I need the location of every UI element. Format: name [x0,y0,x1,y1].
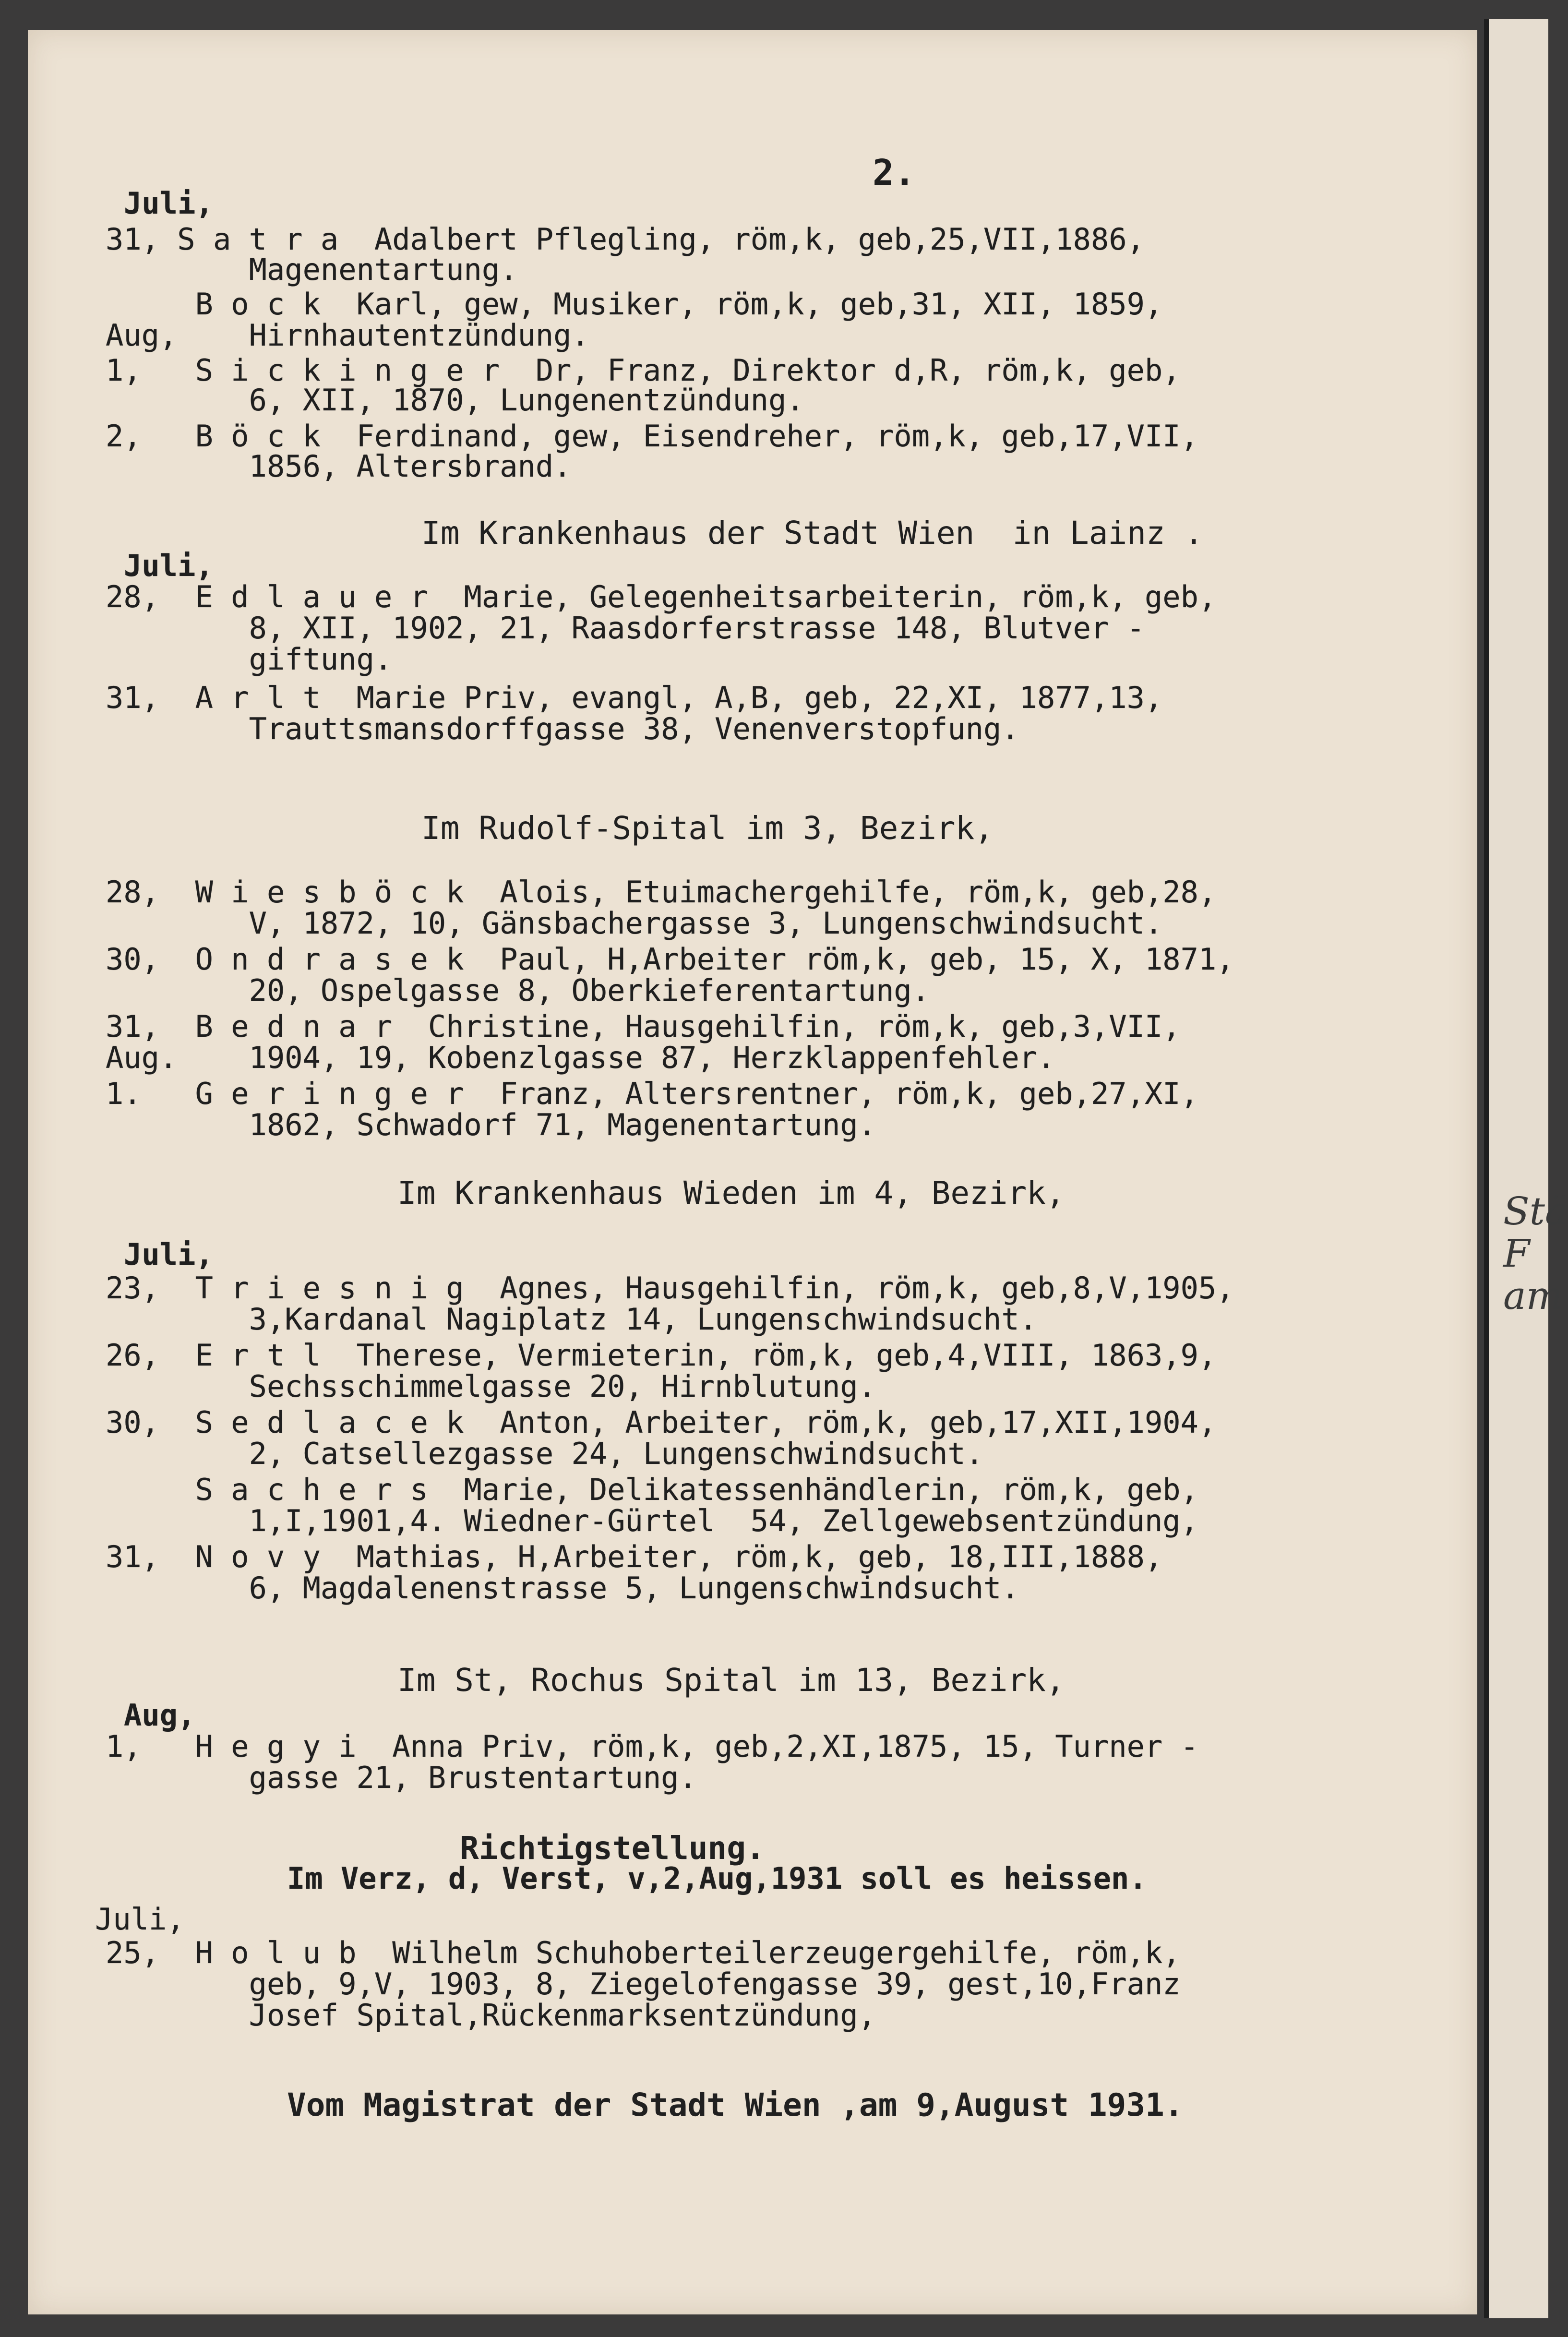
entry-line: 31, N o v y Mathias, H,Arbeiter, röm,k, geb, 18,III,1888, [106,1539,1163,1574]
section-heading: Im Krankenhaus der Stadt Wien in Lainz . [421,515,1204,551]
entry-line: 26, E r t l Therese, Vermieterin, röm,k, geb,4,VIII, 1863,9, [106,1338,1217,1373]
entry-line: 25, H o l u b Wilhelm Schuhoberteilerzeugergehilfe, röm,k, [106,1935,1181,1970]
entry-line: 31, S a t r a Adalbert Pflegling, röm,k, geb,25,VII,1886, [106,222,1145,257]
section-heading: Im Krankenhaus Wieden im 4, Bezirk, [397,1174,1065,1211]
entry-line: 31, B e d n a r Christine, Hausgehilfin, röm,k, geb,3,VII, [106,1009,1181,1044]
entry-line: Aug. 1904, 19, Kobenzlgasse 87, Herzklappenfehler. [106,1040,1055,1075]
entry-line: 6, XII, 1870, Lungenentzündung. [106,383,804,418]
entry-line: V, 1872, 10, Gänsbachergasse 3, Lungenschwindsucht. [106,906,1163,941]
entry-line: B o c k Karl, gew, Musiker, röm,k, geb,31, XII, 1859, [106,287,1163,322]
correction-note: Im Verz, d, Verst, v,2,Aug,1931 soll es heissen. [287,1861,1147,1896]
closing-line: Vom Magistrat der Stadt Wien ,am 9,August 1931. [287,2086,1184,2123]
month-label: Juli, [95,1902,185,1937]
entry-line: 6, Magdalenenstrasse 5, Lungenschwindsucht. [106,1570,1019,1606]
entry-line: Trauttsmansdorffgasse 38, Venenverstopfung. [106,711,1019,746]
entry-line: 30, O n d r a s e k Paul, H,Arbeiter röm,k, geb, 15, X, 1871, [106,942,1234,977]
entry-line: 2, Catsellezgasse 24, Lungenschwindsucht. [106,1436,984,1471]
entry-line: 2, B ö c k Ferdinand, gew, Eisendreher, röm,k, geb,17,VII, [106,419,1198,454]
entry-line: Aug, Hirnhautentzündung. [106,318,589,353]
entry-line: 30, S e d l a c e k Anton, Arbeiter, röm,k, geb,17,XII,1904, [106,1405,1217,1440]
entry-line: 1862, Schwadorf 71, Magenentartung. [106,1107,876,1142]
entry-line: geb, 9,V, 1903, 8, Ziegelofengasse 39, gest,10,Franz [106,1966,1181,2001]
entry-line: 28, W i e s b ö c k Alois, Etuimachergehilfe, röm,k, geb,28, [106,875,1217,910]
entry-line: S a c h e r s Marie, Delikatessenhändlerin, röm,k, geb, [106,1472,1198,1507]
document-page [28,30,1477,2314]
entry-line: 20, Ospelgasse 8, Oberkieferentartung. [106,973,930,1008]
section-heading: Im St, Rochus Spital im 13, Bezirk, [397,1662,1065,1699]
entry-line: 1, H e g y i Anna Priv, röm,k, geb,2,XI,1875, 15, Turner - [106,1729,1198,1764]
entry-line: 1. G e r i n g e r Franz, Altersrentner, röm,k, geb,27,XI, [106,1076,1198,1111]
month-label: Juli, [124,186,214,221]
entry-line: 1,I,1901,4. Wiedner-Gürtel 54, Zellgewebsentzündung, [106,1503,1198,1538]
adjacent-page-edge [1484,19,1568,2318]
entry-line: Magenentartung. [106,252,518,287]
month-label: Aug, [124,1698,196,1733]
entry-line: Josef Spital,Rückenmarksentzündung, [106,1998,876,2033]
entry-line: 3,Kardanal Nagiplatz 14, Lungenschwindsucht. [106,1302,1038,1337]
entry-line: 1856, Altersbrand. [106,449,572,484]
entry-line: giftung. [106,642,393,677]
correction-title: Richtigstellung. [460,1830,765,1867]
entry-line: Sechsschimmelgasse 20, Hirnblutung. [106,1369,876,1404]
month-label: Juli, [124,1237,214,1272]
entry-line: 31, A r l t Marie Priv, evangl, A,B, geb, 22,XI, 1877,13, [106,680,1163,715]
entry-line: 23, T r i e s n i g Agnes, Hausgehilfin, röm,k, geb,8,V,1905, [106,1270,1234,1306]
month-label: Juli, [124,548,214,583]
entry-line: gasse 21, Brustentartung. [106,1760,697,1795]
entry-line: 8, XII, 1902, 21, Raasdorferstrasse 148, Blutver - [106,611,1145,646]
section-heading: Im Rudolf-Spital im 3, Bezirk, [421,810,994,847]
margin-handwriting: Stä F am [1503,1189,1568,1318]
page-number: 2. [873,152,916,193]
entry-line: 1, S i c k i n g e r Dr, Franz, Direktor d,R, röm,k, geb, [106,353,1181,388]
entry-line: 28, E d l a u e r Marie, Gelegenheitsarbeiterin, röm,k, geb, [106,579,1217,614]
